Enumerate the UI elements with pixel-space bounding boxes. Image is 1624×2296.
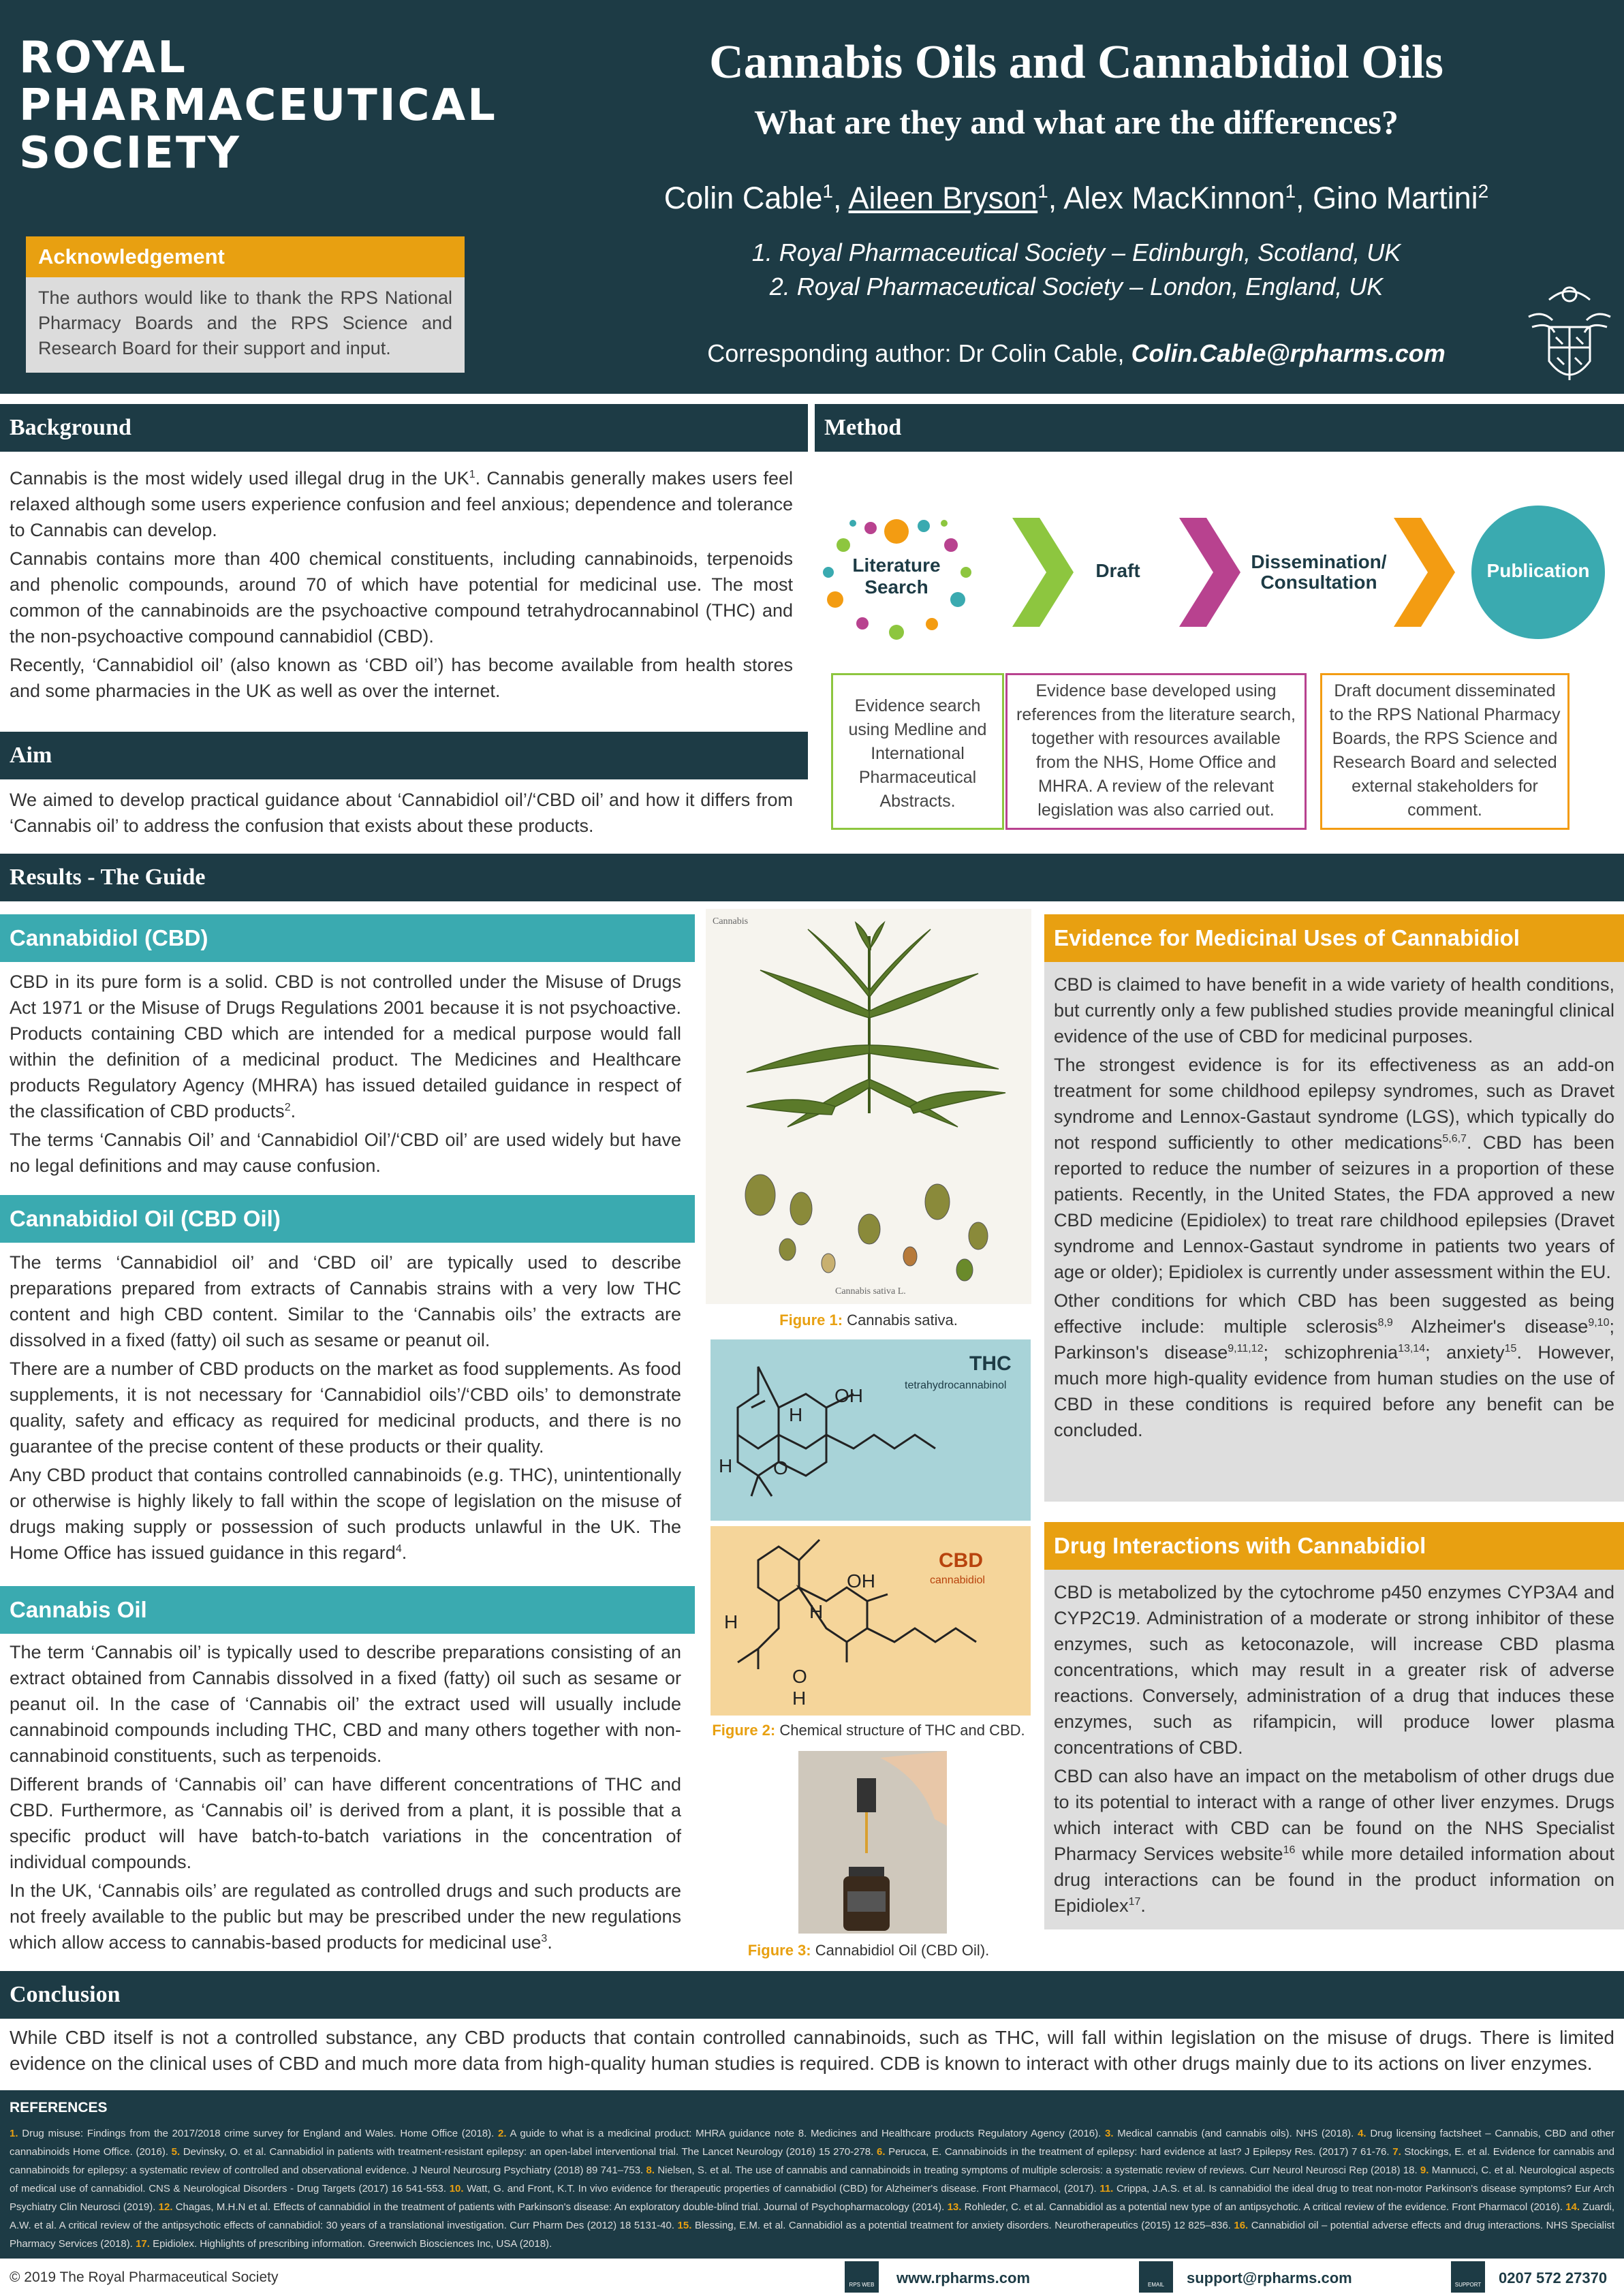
text-span: CBD can also have an impact on the metabolism of other drugs due to its potential to interact with a range of other liver enzymes. Drugs which interact with CBD can be found on the NHS Specialist Pharmacy Services website: [1054, 1766, 1614, 1864]
citation-sup: 5,6,7: [1442, 1133, 1467, 1145]
text-span: Other conditions for which CBD has been suggested as being effective include: multiple sclerosis: [1054, 1290, 1614, 1337]
reference-number: 5.: [171, 2146, 181, 2158]
reference-number: 16.: [1234, 2220, 1249, 2231]
caption-label: Figure 3:: [747, 1942, 811, 1959]
author-sup: 2: [1478, 181, 1489, 202]
evidence-paragraph-3: [1054, 1288, 1614, 1443]
citation-sup: 9,10: [1588, 1317, 1610, 1329]
interactions-paragraph-1: CBD is metabolized by the cytochrome p450 enzymes CYP3A4 and CYP2C19. Administration of a moderate or strong inhibitor of these enzymes, such as ketoconazole, will increase CBD plasma concentrations, which may result in a greater risk of adverse reactions. Conversely, administration of a drug that induces these enzymes, such as rifampicin, will produce lower plasma concentrations of CBD.: [1054, 1582, 1614, 1758]
acknowledgement-text: The authors would like to thank the RPS National Pharmacy Boards and the RPS Science and Research Board for their support and input.: [26, 277, 465, 373]
caption-text: Chemical structure of THC and CBD.: [775, 1722, 1025, 1739]
text-span: ; anxiety: [1425, 1342, 1505, 1363]
logo-line-3: SOCIETY: [19, 128, 241, 179]
website-link[interactable]: www.rpharms.com: [896, 2269, 1031, 2286]
aim-text: [10, 787, 793, 841]
reference-text: Drug misuse: Findings from the 2017/2018 crime survey for England and Wales. Home Office (2018).: [18, 2128, 499, 2139]
figure-3-cbd-oil-photo: [798, 1751, 947, 1934]
figure-3-caption: [706, 1942, 1031, 1959]
method-step-draft: Draft: [1095, 560, 1140, 581]
method-heading: Method: [815, 404, 1624, 452]
reference-number: 9.: [1420, 2165, 1429, 2176]
reference-number: 11.: [1099, 2183, 1114, 2194]
method-step-publication: Publication: [1486, 560, 1590, 581]
caption-text: Cannabidiol Oil (CBD Oil).: [811, 1942, 990, 1959]
reference-text: Chagas, M.H.N et al. Effects of cannabidiol in the treatment of patients with Parkinson's disease: An exploratory double-blind trial. Journal of Psychopharmacology (2014).: [172, 2201, 948, 2213]
copyright-text: © 2019 The Royal Pharmaceutical Society: [10, 2269, 279, 2285]
evidence-text: [1054, 972, 1614, 1446]
evidence-paragraph-1: CBD is claimed to have benefit in a wide variety of health conditions, but currently only a few published studies provide meaningful clinical evidence of the use of CBD for medicinal purposes.: [1054, 974, 1614, 1046]
svg-text:OH: OH: [834, 1385, 863, 1406]
icon-label: EMAIL: [1147, 2282, 1164, 2288]
cbd-heading: Cannabidiol (CBD): [0, 914, 695, 962]
text-span: . Cannabis generally makes users feel relaxed although some users experience confusion and feel anxious; dependence and tolerance to Cannabis can develop.: [10, 468, 793, 540]
evidence-paragraph-2: [1054, 1052, 1614, 1285]
cannabis-oil-heading: Cannabis Oil: [0, 1586, 695, 1634]
icon-label: RPS WEB: [849, 2282, 875, 2288]
interactions-text: [1054, 1579, 1614, 1921]
reference-number: 6.: [876, 2146, 886, 2158]
logo-line-2: PHARMACEUTICAL: [19, 80, 497, 131]
phone-number: 0207 572 27370: [1499, 2269, 1608, 2286]
reference-text: Blessing, E.M. et al. Cannabidiol as a potential treatment for anxiety disorders. Neurotherapeutics (2015) 12 825–836.: [691, 2220, 1234, 2231]
poster-footer: [0, 2259, 1624, 2296]
cbd-oil-bottle-icon: [798, 1751, 947, 1934]
cannabis-oil-paragraph-2: Different brands of ‘Cannabis oil’ can have different concentrations of THC and CBD. Furthermore, as ‘Cannabis oil’ is derived from a plant, it is possible that a specific product will have batch-to-batch variations in the concentration of individual compounds.: [10, 1774, 681, 1872]
reference-text: Cannabidiol oil – potential adverse effects and drug interactions. NHS Specialist Pharmacy Services (2018).: [10, 2220, 1615, 2250]
interactions-paragraph-2: [1054, 1763, 1614, 1919]
reference-text: Watt, G. and Front, K.T. In vivo evidence for therapeutic properties of cannabidiol (CBD) for Alzheimer's disease. Front Pharmacol, (2017).: [463, 2183, 1100, 2194]
cbd-oil-paragraph-1: The terms ‘Cannabidiol oil’ and ‘CBD oil’ are typically used to describe preparations prepared from extracts of Cannabis strains with a very low THC content and high CBD content. Similar to the ‘Cannabis oils’ the extracts are dissolved in a fixed (fatty) oil such as sesame or peanut oil.: [10, 1252, 681, 1350]
reference-number: 7.: [1392, 2146, 1401, 2158]
aim-heading: Aim: [0, 732, 808, 779]
method-box-search: Evidence search using Medline and International Pharmaceutical Abstracts.: [831, 673, 1004, 830]
results-heading: Results - The Guide: [0, 854, 1624, 901]
cbd-oil-heading: Cannabidiol Oil (CBD Oil): [0, 1195, 695, 1243]
poster-title: Cannabis Oils and Cannabidiol Oils: [709, 36, 1443, 89]
interactions-heading: Drug Interactions with Cannabidiol: [1044, 1522, 1624, 1570]
reference-number: 15.: [677, 2220, 692, 2231]
reference-number: 8.: [646, 2165, 655, 2176]
corresponding-email-link[interactable]: Colin.Cable@rpharms.com: [1131, 339, 1446, 367]
figure-1-cannabis-illustration: [706, 909, 1031, 1304]
background-text: [10, 465, 793, 707]
text-span: ; schizophrenia: [1263, 1342, 1399, 1363]
text-span: CBD in its pure form is a solid. CBD is not controlled under the Misuse of Drugs Act 1971 or the Misuse of Drugs Regulations 2001 because it is not psychoactive. Products containing CBD which are intended for a medical purpose would fall within the definition of a medicinal product. The Medicines and Healthcare products Regulatory Agency (MHRA) has issued detailed guidance in respect of the classification of CBD products: [10, 972, 681, 1121]
reference-text: Mannucci, C. et al. Neurological aspects of medical use of cannabidiol. CNS & Neurological Disorders - Drug Targets (2017) 16 541-553.: [10, 2165, 1615, 2194]
cbd-fullname: cannabidiol: [930, 1574, 985, 1586]
background-paragraph-1: [10, 465, 793, 543]
text-span: . CBD has been reported to reduce the number of seizures in a proportion of these patients. Recently, in the United States, the FDA approved a new CBD medicine (Epidiolex) to treat rare childhood epilepsies (Dravet syndrome and Lennox-Gastaut syndrome in patients two years of age or older); Epidiolex is currently under assessment within the EU.: [1054, 1132, 1614, 1282]
background-heading: Background: [0, 404, 808, 452]
reference-text: Epidiolex. Highlights of prescribing information. Greenwich Biosciences Inc, USA (2018).: [149, 2238, 552, 2250]
reference-text: Zuardi, A.W. et al. A critical review of the antipsychotic effects of cannabidiol: 30 years of a translational investigation. Curr Pharm Des (2012) 18 5131-40.: [10, 2201, 1614, 2231]
cbd-molecule-icon: [710, 1526, 1031, 1716]
cannabis-oil-text: [10, 1639, 681, 1958]
reference-number: 17.: [136, 2238, 150, 2250]
reference-number: 1.: [10, 2128, 18, 2139]
cbd-paragraph-2: The terms ‘Cannabis Oil’ and ‘Cannabidiol Oil’/‘CBD oil’ are used widely but have no legal definitions and may cause confusion.: [10, 1130, 681, 1176]
text-span: Any CBD product that contains controlled cannabinoids (e.g. THC), unintentionally or otherwise is highly likely to fall within the scope of legislation on the misuse of drugs making supply or possession of such products unlawful in the UK. The Home Office has issued guidance in this regard: [10, 1465, 681, 1563]
reference-text: Devinsky, O. et al. Cannabidiol in patients with treatment-resistant epilepsy: an open-label interventional trial. The Lancet Neurology (2016) 15 270-278.: [180, 2146, 877, 2158]
reference-text: Drug licensing factsheet – Cannabis, CBD and other cannabinoids Home Office. (2016).: [10, 2128, 1614, 2158]
svg-text:O: O: [792, 1666, 807, 1687]
poster-header: [0, 0, 1624, 394]
reference-number: 3.: [1105, 2128, 1114, 2139]
cbd-oil-paragraph-2: There are a number of CBD products on the market as food supplements. As food supplements, it is not necessary for ‘Cannabidiol oils’/‘CBD oils’ to demonstrate quality, safety and efficacy as required for medicinal products, and there is no guarantee of the precise content of these products or their quality.: [10, 1359, 681, 1457]
magenta-chevron-icon: [1179, 518, 1240, 627]
thc-fullname: tetrahydrocannabinol: [905, 1380, 1007, 1391]
author-sup: 1: [822, 181, 833, 202]
citation-sup: 2: [284, 1102, 291, 1113]
text-span: Cannabis is the most widely used illegal drug in the UK: [10, 468, 469, 488]
author-name: Alex MacKinnon: [1063, 181, 1285, 215]
email-link[interactable]: support@rpharms.com: [1187, 2269, 1352, 2286]
method-step-literature-search: Literature Search: [852, 555, 941, 598]
thc-molecule-icon: [710, 1339, 1031, 1521]
cannabis-oil-paragraph-3: In the UK, ‘Cannabis oils’ are regulated as controlled drugs and such products are not freely available to the public but may be prescribed under the new regulations which allow access to cannabis-based products for medicinal use$^3$.: [10, 1880, 681, 1953]
poster-subtitle: What are they and what are the differences?: [754, 103, 1399, 141]
reference-text: Crippa, J.A.S. et al. Is cannabidiol the ideal drug to treat non-motor Parkinson's disease symptoms? Eur Arch Psychiatry Clin Neurosci (2019).: [10, 2183, 1614, 2213]
thc-name: THC: [969, 1352, 1012, 1375]
author-list: Colin Cable$^1$, Aileen Bryson$^1$, Alex MacKinnon$^1$, Gino Martini$^2$: [663, 181, 1489, 215]
cannabis-oil-paragraph-1: The term ‘Cannabis oil’ is typically used to describe preparations consisting of an extract obtained from Cannabis dissolved in a fixed (fatty) oil such as sesame or peanut oil. In the case of ‘Cannabis oil’ the extract used will usually include cannabinoid compounds including THC, CBD and many others together with non-cannabinoid constituents, such as terpenoids.: [10, 1642, 681, 1766]
conclusion-heading: Conclusion: [0, 1971, 1624, 2019]
phone-icon: [1451, 2261, 1485, 2293]
references-list: [10, 2124, 1614, 2253]
text-span: while more detailed information about drug interactions can be found in the product information on Epidiolex: [1054, 1844, 1614, 1916]
citation-sup: 16: [1283, 1844, 1296, 1856]
affiliation-2: 2. Royal Pharmaceutical Society – London, England, UK: [769, 273, 1384, 300]
method-step-consultation: Dissemination/ Consultation: [1251, 551, 1387, 593]
rps-crest-icon: [1522, 279, 1617, 392]
text-span: In the UK, ‘Cannabis oils’ are regulated as controlled drugs and such products are not freely available to the public but may be prescribed under the new regulations which allow access to cannabis-based products for medicinal use: [10, 1880, 681, 1953]
green-chevron-icon: [1012, 518, 1074, 627]
caption-text: Cannabis sativa.: [843, 1312, 958, 1329]
corresponding-label: Corresponding author: Dr Colin Cable,: [707, 339, 1131, 367]
svg-text:H: H: [719, 1455, 733, 1476]
text-span: .: [1140, 1895, 1146, 1916]
reference-number: 14.: [1565, 2201, 1580, 2213]
rps-logo: [19, 34, 497, 177]
author-name: Gino Martini: [1313, 181, 1478, 215]
reference-number: 4.: [1358, 2128, 1367, 2139]
reference-number: 10.: [449, 2183, 464, 2194]
reference-number: 13.: [947, 2201, 962, 2213]
cannabis-plant-icon: [706, 909, 1031, 1304]
icon-label: SUPPORT: [1454, 2282, 1482, 2288]
method-box-consultation: Draft document disseminated to the RPS National Pharmacy Boards, the RPS Science and Research Board and selected external stakeholders for comment.: [1320, 673, 1570, 830]
acknowledgement-title: Acknowledgement: [26, 236, 465, 277]
author-name: Aileen Bryson: [848, 181, 1038, 215]
cbd-paragraph-1: CBD in its pure form is a solid. CBD is not controlled under the Misuse of Drugs Act 1971 or the Misuse of Drugs Regulations 2001 because it is not psychoactive. Products containing CBD which are intended for a medical purpose would fall within the definition of a medicinal product. The Medicines and Healthcare products Regulatory Agency (MHRA) has issued detailed guidance in respect of the classification of CBD products$^2$.: [10, 972, 681, 1121]
conclusion-text: [10, 2025, 1614, 2079]
text-span: The strongest evidence is for its effectiveness as an add-on treatment for some childhood epilepsy syndromes, such as Dravet syndrome and Lennox-Gastaut syndrome (LGS), which typically do not respond sufficiently to other medications: [1054, 1055, 1614, 1153]
cbd-oil-paragraph-3: Any CBD product that contains controlled cannabinoids (e.g. THC), unintentionally or otherwise is highly likely to fall within the scope of legislation on the misuse of drugs making supply or possession of such products unlawful in the UK. The Home Office has issued guidance in this regard$^4$.: [10, 1465, 681, 1563]
aim-paragraph: We aimed to develop practical guidance about ‘Cannabidiol oil’/‘CBD oil’ and how it differs from ‘Cannabis oil’ to address the confusion that exists about these products.: [10, 790, 793, 836]
references-heading: REFERENCES: [10, 2100, 108, 2115]
svg-text:H: H: [792, 1688, 807, 1709]
citation-sup: 4: [395, 1543, 402, 1555]
figure-1-caption: [706, 1312, 1031, 1329]
reference-text: Rohleder, C. et al. Cannabidiol as a potential new type of an antipsychotic. A critical review of the evidence. Front Pharmacol (2016).: [961, 2201, 1566, 2213]
svg-text:OH: OH: [847, 1570, 875, 1592]
cbd-text: [10, 969, 681, 1181]
text-span: ; Parkinson's disease: [1054, 1316, 1614, 1363]
citation-sup: 1: [469, 469, 475, 480]
conclusion-paragraph: While CBD itself is not a controlled substance, any CBD products that contain controlled cannabinoids, such as THC, will fall within legislation on the misuse of drugs. There is limited evidence on the clinical uses of CBD and much more data from high-quality human studies is required. CDB is known to interact with other drugs mainly due to its actions on liver enzymes.: [10, 2027, 1614, 2074]
author-sup: 1: [1037, 181, 1048, 202]
author-sup: 1: [1285, 181, 1296, 202]
svg-text:H: H: [809, 1601, 824, 1622]
citation-sup: 13,14: [1398, 1343, 1426, 1354]
reference-text: Medical cannabis (and cannabis oils). NHS (2018).: [1113, 2128, 1358, 2139]
svg-text:H: H: [789, 1404, 803, 1425]
reference-number: 2.: [498, 2128, 507, 2139]
reference-text: Stockings, E. et al. Evidence for cannabis and cannabinoids for epilepsy: a systematic review of controlled and observational evidence. J Neurol Neurosurg Psychiatry (2018) 89 741–753.: [10, 2146, 1615, 2176]
background-paragraph-2: Cannabis contains more than 400 chemical constituents, including cannabinoids, terpenoids and phenolic compounds, around 70 of which have potential for medicinal use. The most common of the cannabinoids are the psychoactive compound tetrahydrocannabinol (THC) and the non-psychoactive compound cannabidiol (CBD).: [10, 548, 793, 647]
text-span: Alzheimer's disease: [1392, 1316, 1589, 1337]
cbd-structure-panel: [710, 1526, 1031, 1716]
affiliation-1: 1. Royal Pharmaceutical Society – Edinburgh, Scotland, UK: [751, 238, 1401, 266]
figure-2-caption: [706, 1722, 1031, 1739]
caption-label: Figure 2:: [712, 1722, 776, 1739]
method-box-draft: Evidence base developed using references from the literature search, together with resources available from the NHS, Home Office and MHRA. A review of the relevant legislation was also carried out.: [1005, 673, 1307, 830]
cbd-name: CBD: [939, 1549, 983, 1572]
citation-sup: 8,9: [1377, 1317, 1393, 1329]
figure-1-plant-label: Cannabis sativa L.: [835, 1286, 906, 1297]
citation-sup: 17: [1128, 1896, 1141, 1908]
figure-1-top-label: Cannabis: [713, 916, 749, 927]
orange-chevron-icon: [1394, 518, 1455, 627]
cbd-oil-text: [10, 1250, 681, 1568]
corresponding-author: [599, 339, 1553, 368]
reference-text: Nielsen, S. et al. The use of cannabis and cannabinoids in treating symptoms of multiple sclerosis: a systematic review of reviews. Curr Neurol Neurosci Rep (2018) 18.: [655, 2165, 1420, 2176]
svg-text:H: H: [724, 1611, 738, 1632]
caption-label: Figure 1:: [779, 1312, 843, 1329]
text-span: . However, much more high-quality evidence from human studies on the use of CBD in these conditions is required before any benefit can be concluded.: [1054, 1342, 1614, 1440]
citation-sup: 3: [541, 1933, 548, 1944]
thc-structure-panel: [710, 1339, 1031, 1521]
email-icon: [1139, 2261, 1173, 2293]
evidence-heading: Evidence for Medicinal Uses of Cannabidiol: [1044, 914, 1624, 962]
reference-number: 12.: [158, 2201, 173, 2213]
reference-text: Perucca, E. Cannabinoids in the treatment of epilepsy: hard evidence at last? J Epilepsy Res. (2017) 7 61-76.: [885, 2146, 1393, 2158]
web-icon: [845, 2261, 879, 2293]
reference-text: A guide to what is a medicinal product: MHRA guidance note 8. Medicines and Healthcare products Regulatory Agency (2016).: [506, 2128, 1106, 2139]
background-paragraph-3: Recently, ‘Cannabidiol oil’ (also known as ‘CBD oil’) has become available from health stores and some pharmacies in the UK as well as over the internet.: [10, 655, 793, 701]
citation-sup: 15: [1504, 1343, 1517, 1354]
citation-sup: 9,11,12: [1228, 1343, 1264, 1354]
svg-text:O: O: [773, 1457, 788, 1478]
logo-line-1: ROYAL: [19, 33, 187, 83]
author-name: Colin Cable: [663, 181, 823, 215]
